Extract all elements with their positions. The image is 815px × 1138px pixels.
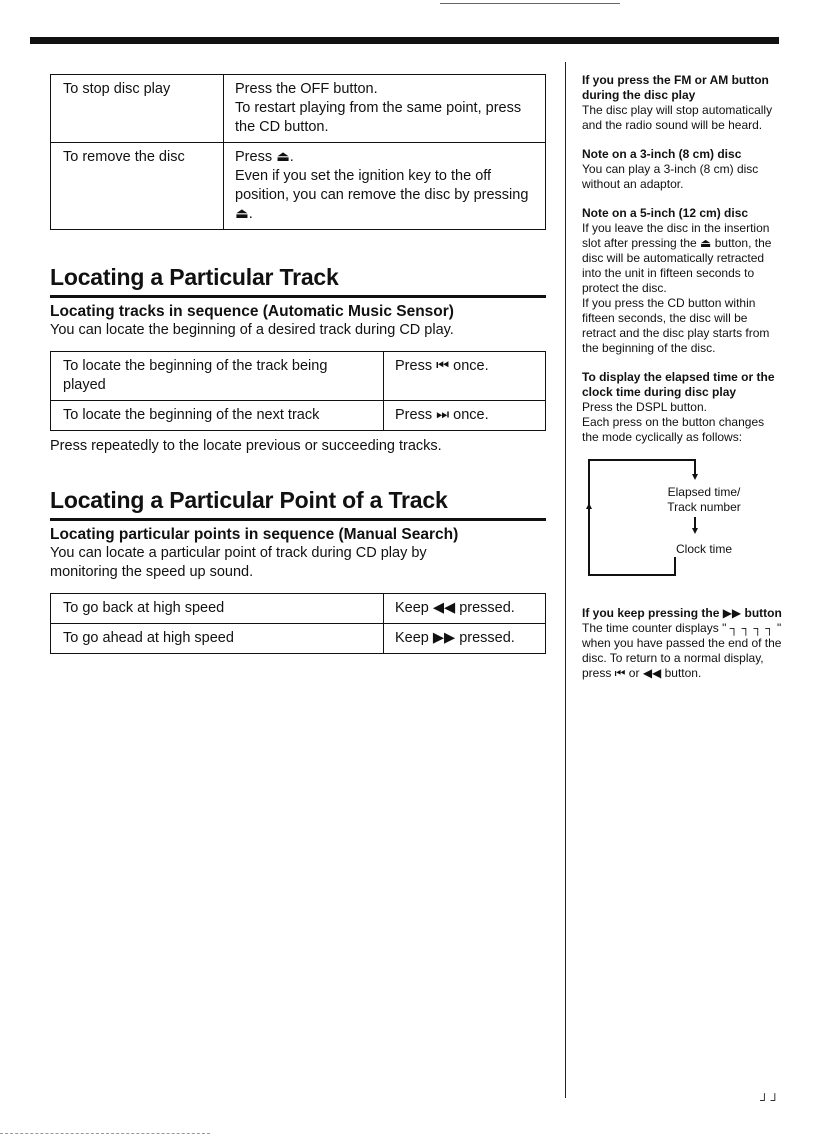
sidebar-note xyxy=(582,370,782,445)
column-divider xyxy=(565,62,566,1098)
sidebar-note-text: You can play a 3-inch (8 cm) disc without an adaptor. xyxy=(582,162,759,191)
action-cell: To locate the beginning of the next track xyxy=(51,401,384,431)
instruction-cell: Keep ▶▶ pressed. xyxy=(384,624,546,654)
arrow-up-icon xyxy=(586,503,592,509)
top-edge-mark xyxy=(440,3,620,4)
sidebar-note-heading: Note on a 3-inch (8 cm) disc xyxy=(582,147,742,161)
instruction-line: Press the OFF button. xyxy=(235,81,378,97)
page-mark: ┘┘ xyxy=(760,1093,782,1107)
sidebar-note-heading: To display the elapsed time or the clock time during disc play xyxy=(582,370,775,399)
instruction-cell: Press ⏭ once. xyxy=(384,401,546,431)
search-table xyxy=(50,593,546,654)
table-row xyxy=(51,401,546,431)
cycle-line-bottom xyxy=(588,574,676,576)
action-cell: To stop disc play xyxy=(51,75,224,143)
top-rule xyxy=(30,37,779,44)
action-cell: To go back at high speed xyxy=(51,594,384,624)
section-title: Locating a Particular Track xyxy=(50,264,339,290)
cycle-line-return xyxy=(674,557,676,575)
table-row xyxy=(51,75,546,143)
sidebar-note-text: The time counter displays " ┐ ┐ ┐ ┐ " when you have passed the end of the disc. To return to a normal display, press ⏮ or ◀◀ button. xyxy=(582,621,782,680)
instruction-cell xyxy=(224,143,546,230)
section-subtitle: Locating particular points in sequence (Manual Search) xyxy=(50,526,459,543)
sidebar-note-text: Press the DSPL button. Each press on the button changes the mode cyclically as follows: xyxy=(582,400,765,444)
section-rule xyxy=(50,295,546,298)
action-cell: To locate the beginning of the track being played xyxy=(51,352,384,401)
section-note: Press repeatedly to the locate previous or succeeding tracks. xyxy=(50,438,442,454)
instruction-line: Press ⏏. xyxy=(235,149,294,165)
instruction-line: Even if you set the ignition key to the off position, you can remove the disc by pressing ⏏. xyxy=(235,168,529,222)
bottom-edge-mark xyxy=(0,1133,210,1135)
instruction-cell xyxy=(224,75,546,143)
sidebar-note xyxy=(582,606,782,681)
arrow-down-icon xyxy=(692,528,698,534)
sidebar-column xyxy=(582,73,782,695)
section-rule xyxy=(50,518,546,521)
section-subtitle: Locating tracks in sequence (Automatic Music Sensor) xyxy=(50,303,454,320)
instruction-cell: Keep ◀◀ pressed. xyxy=(384,594,546,624)
sidebar-note-text: The disc play will stop automatically and the radio sound will be heard. xyxy=(582,103,773,132)
instruction-cell: Press ⏮ once. xyxy=(384,352,546,401)
sidebar-note xyxy=(582,206,782,356)
sidebar-note-heading: If you keep pressing the ▶▶ button xyxy=(582,606,782,620)
table-row xyxy=(51,352,546,401)
section-intro: You can locate the beginning of a desired track during CD play. xyxy=(50,322,454,338)
sidebar-note xyxy=(582,73,782,133)
section-intro: You can locate a particular point of track during CD play by monitoring the speed up sound. xyxy=(50,545,427,580)
display-mode-diagram xyxy=(582,459,782,584)
table-row xyxy=(51,594,546,624)
table-row xyxy=(51,624,546,654)
instruction-line: To restart playing from the same point, press the CD button. xyxy=(235,100,522,135)
sidebar-note-heading: Note on a 5-inch (12 cm) disc xyxy=(582,206,749,220)
sidebar-note xyxy=(582,147,782,192)
mode-clock-label: Clock time xyxy=(675,542,732,556)
sidebar-note-heading: If you press the FM or AM button during the disc play xyxy=(582,73,769,102)
track-table xyxy=(50,351,546,431)
section-title: Locating a Particular Point of a Track xyxy=(50,487,448,513)
table-row xyxy=(51,143,546,230)
main-column xyxy=(50,74,546,654)
stop-remove-table xyxy=(50,74,546,230)
action-cell: To remove the disc xyxy=(51,143,224,230)
sidebar-note-text: If you leave the disc in the insertion slot after pressing the ⏏ button, the disc will be automatically retracted into the unit in fifteen seconds to protect the disc. If you press the CD button within fifteen seconds, the disc will be retract and the disc play starts from the beginning of the disc. xyxy=(582,221,772,355)
cycle-line-top xyxy=(588,459,695,461)
cycle-line-left xyxy=(588,459,590,575)
cycle-line-down xyxy=(694,459,696,475)
arrow-down-icon xyxy=(692,474,698,480)
action-cell: To go ahead at high speed xyxy=(51,624,384,654)
mode-elapsed-label: Elapsed time/ Track number xyxy=(667,485,741,514)
